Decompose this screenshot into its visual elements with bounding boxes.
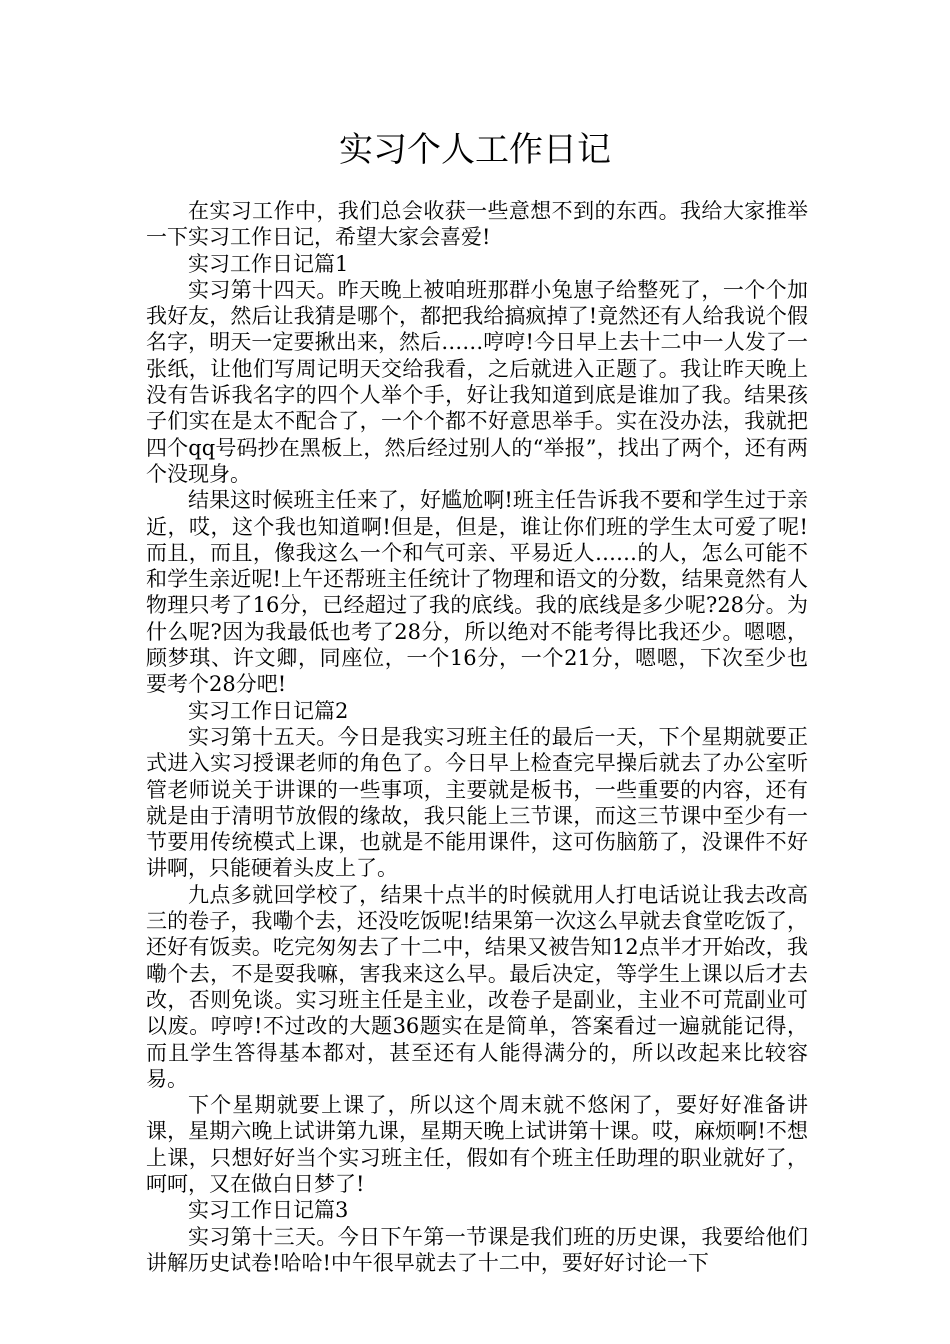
section-heading-2: 实习工作日记篇2 <box>188 698 349 723</box>
document-body <box>146 198 808 1276</box>
paragraph: 实习第十三天。今日下午第一节课是我们班的历史课，我要给他们讲解历史试卷!哈哈!中午很早就去了十二中，要好好讨论一下 <box>146 1224 808 1275</box>
intro-paragraph: 在实习工作中，我们总会收获一些意想不到的东西。我给大家推举一下实习工作日记，希望大家会喜爱! <box>146 199 808 250</box>
paragraph: 九点多就回学校了，结果十点半的时候就用人打电话说让我去改高三的卷子，我嘞个去，还没吃饭呢!结果第一次这么早就去食堂吃饭了，还好有饭卖。吃完匆匆去了十二中，结果又被告知12点半才开始改，我嘞个去，不是耍我嘛，害我来这么早。最后决定，等学生上课以后才去改，否则免谈。实习班主任是主业，改卷子是副业，主业不可荒副业可以废。哼哼!不过改的大题36题实在是简单，答案看过一遍就能记得，而且学生答得基本都对，甚至还有人能得满分的，所以改起来比较容易。 <box>146 882 808 1091</box>
section-heading-3: 实习工作日记篇3 <box>188 1198 349 1223</box>
section-heading-1: 实习工作日记篇1 <box>188 251 349 276</box>
paragraph: 实习第十五天。今日是我实习班主任的最后一天，下个星期就要正式进入实习授课老师的角色了。今日早上检查完早操后就去了办公室听管老师说关于讲课的一些事项，主要就是板书，一些重要的内容，还有就是由于清明节放假的缘故，我只能上三节课，而这三节课中至少有一节要用传统模式上课，也就是不能用课件，这可伤脑筋了，没课件不好讲啊，只能硬着头皮上了。 <box>146 724 808 881</box>
document-title: 实习个人工作日记 <box>339 130 611 170</box>
paragraph: 实习第十四天。昨天晚上被咱班那群小兔崽子给整死了，一个个加我好友，然后让我猜是哪个，都把我给搞疯掉了!竟然还有人给我说个假名字，明天一定要揪出来，然后……哼哼!今日早上去十二中一人发了一张纸，让他们写周记明天交给我看，之后就进入正题了。我让昨天晚上没有告诉我名字的四个人举个手，好让我知道到底是谁加了我。结果孩子们实在是太不配合了，一个个都不好意思举手。实在没办法，我就把四个qq号码抄在黑板上，然后经过别人的“举报”，找出了两个，还有两个没现身。 <box>146 277 808 486</box>
paragraph: 下个星期就要上课了，所以这个周末就不悠闲了，要好好准备讲课，星期六晚上试讲第九课，星期天晚上试讲第十课。哎，麻烦啊!不想上课，只想好好当个实习班主任，假如有个班主任助理的职业就好了，呵呵，又在做白日梦了! <box>146 1093 808 1196</box>
paragraph: 结果这时候班主任来了，好尴尬啊!班主任告诉我不要和学生过于亲近，哎，这个我也知道啊!但是，但是，谁让你们班的学生太可爱了呢!而且，而且，像我这么一个和气可亲、平易近人……的人，怎么可能不和学生亲近呢!上午还帮班主任统计了物理和语文的分数，结果竟然有人物理只考了16分，已经超过了我的底线。我的底线是多少呢?28分。为什么呢?因为我最低也考了28分，所以绝对不能考得比我还少。嗯嗯，顾梦琪、许文卿，同座位，一个16分，一个21分，嗯嗯，下次至少也要考个28分吧! <box>146 488 808 697</box>
